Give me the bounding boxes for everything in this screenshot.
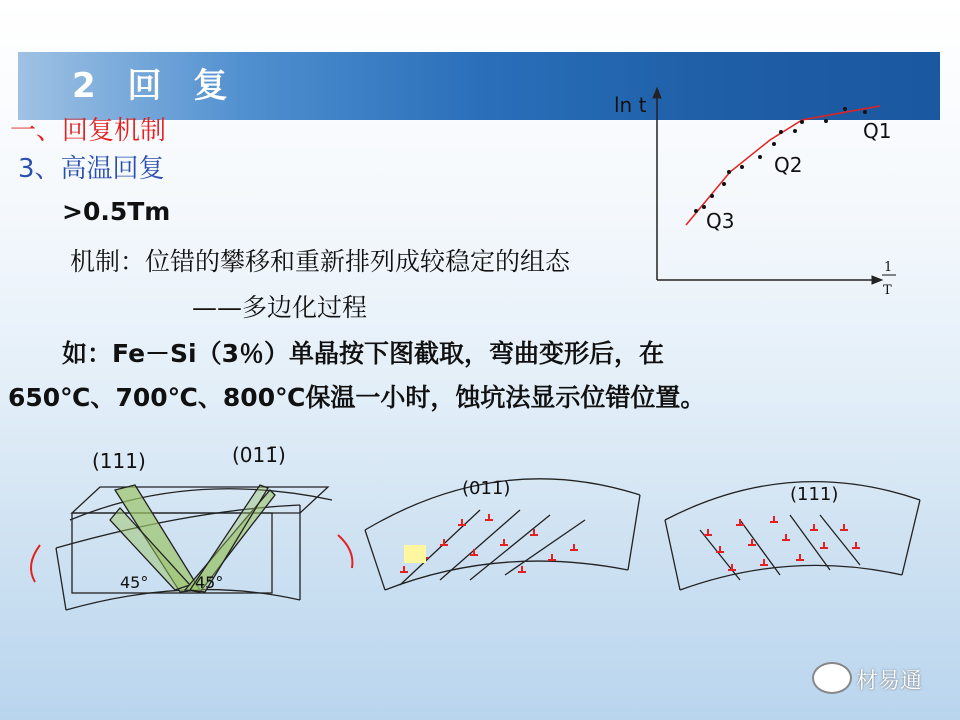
x-axis-num: 1 [884, 260, 893, 275]
angle-label: 45° [120, 573, 149, 592]
crystal-block [56, 485, 332, 610]
plane-011-label: (011̄) [232, 443, 286, 467]
text-line: >0.5Tm [62, 197, 171, 226]
watermark: 材易通 [856, 669, 923, 694]
right-plane-label: (111) [790, 484, 839, 505]
angle-label: 45° [195, 573, 224, 592]
q3-label: Q3 [706, 209, 735, 233]
bend-arrow-icon [31, 545, 40, 582]
heading-mechanism: 一、回复机制 [10, 116, 167, 146]
text-line: ——多边化过程 [192, 293, 368, 322]
plane-111-label: (111) [92, 449, 146, 473]
mid-plane-label: (011̄) [462, 478, 511, 499]
slide-title: 2 回 复 [72, 66, 238, 106]
q2-label: Q2 [774, 153, 803, 177]
heading-high-temp: 3、高温回复 [18, 154, 165, 184]
text-line: 机制：位错的攀移和重新排列成较稳定的组态 [70, 247, 571, 276]
y-axis-label: ln t [614, 93, 647, 117]
lnt-graph [653, 88, 882, 284]
bend-arrow-icon [338, 535, 352, 568]
q1-label: Q1 [863, 119, 892, 143]
text-line: 650℃、700℃、800℃保温一小时，蚀坑法显示位错位置。 [8, 383, 706, 412]
x-axis-den: T [883, 283, 892, 298]
wechat-icon [812, 662, 852, 694]
text-line: 如：Fe－Si（3％）单晶按下图截取，弯曲变形后，在 [62, 339, 664, 368]
